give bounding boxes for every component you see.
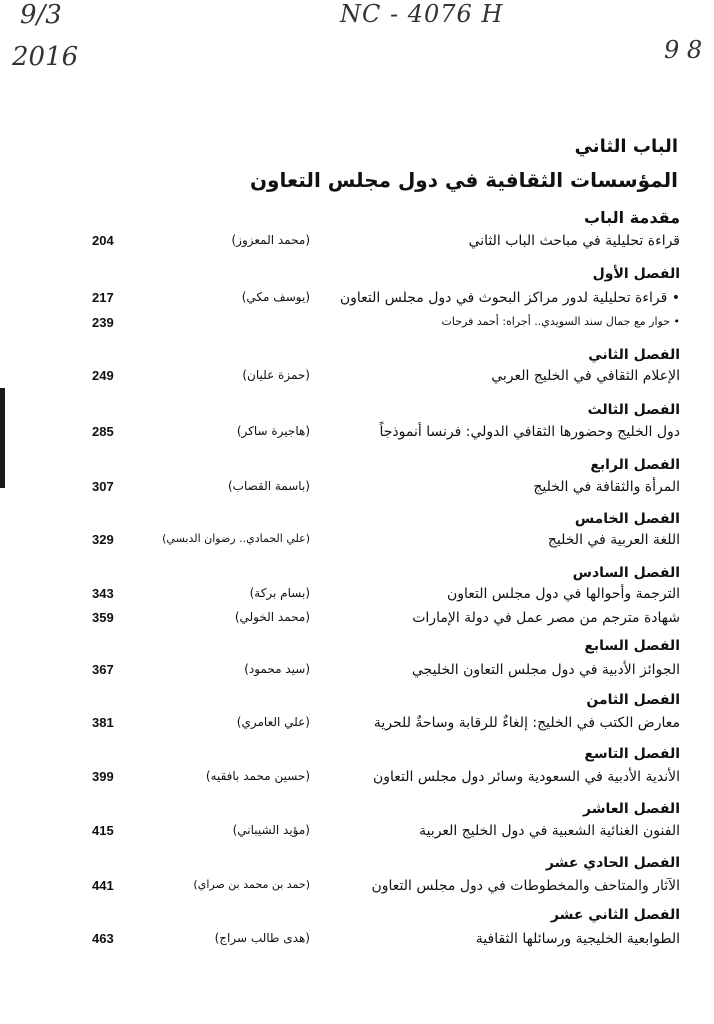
entry-author: (مؤيد الشيباني) (232, 823, 310, 837)
entry-title: قراءة تحليلية في مباحث الباب الثاني (468, 233, 680, 249)
entry-title: الجوائز الأدبية في دول مجلس التعاون الخليجي (411, 662, 680, 678)
entry-page-number: 217 (92, 290, 114, 305)
entry-author: (حمزة عليان) (242, 368, 310, 382)
toc-entry (0, 368, 714, 388)
entry-author: (هدى طالب سراج) (214, 931, 310, 945)
toc-entry (0, 424, 714, 444)
handwritten-page-number: 9 8 (664, 36, 703, 64)
entry-title: الآثار والمتاحف والمخطوطات في دول مجلس التعاون (371, 878, 680, 894)
handwritten-note-year: 2016 (12, 42, 79, 72)
toc-entry (0, 662, 714, 682)
toc-entry (0, 233, 714, 253)
entry-title: الطوابعية الخليجية ورسائلها الثقافية (475, 931, 680, 947)
entry-title: اللغة العربية في الخليج (547, 532, 680, 548)
section-heading: الفصل السادس (572, 565, 680, 581)
entry-author: (حسين محمد بافقيه) (205, 769, 310, 783)
section-heading: الفصل الرابع (590, 457, 680, 473)
entry-title: • قراءة تحليلية لدور مراكز البحوث في دول مجلس التعاون (339, 290, 680, 306)
entry-author: (باسمة القصاب) (227, 479, 310, 493)
entry-page-number: 463 (92, 931, 114, 946)
toc-entry (0, 610, 714, 630)
toc-entry (0, 532, 714, 552)
entry-page-number: 441 (92, 878, 114, 893)
entry-author: (محمد الخولي) (234, 610, 310, 624)
entry-author: (محمد المعزوز) (231, 233, 310, 247)
entry-title: دول الخليج وحضورها الثقافي الدولي: فرنسا أنموذجاً (379, 424, 680, 440)
entry-author: (سيد محمود) (244, 662, 310, 676)
entry-title: الإعلام الثقافي في الخليج العربي (491, 368, 680, 384)
entry-page-number: 381 (92, 715, 114, 730)
entry-page-number: 329 (92, 532, 114, 547)
section-heading: الفصل السابع (584, 638, 680, 654)
entry-page-number: 415 (92, 823, 114, 838)
entry-page-number: 249 (92, 368, 114, 383)
section-heading: الفصل الثامن (586, 692, 680, 708)
toc-entry (0, 479, 714, 499)
entry-title: الترجمة وأحوالها في دول مجلس التعاون (446, 586, 680, 602)
toc-entry (0, 290, 714, 310)
entry-author: (يوسف مكي) (241, 290, 310, 304)
part-label: الباب الثاني (574, 136, 678, 157)
section-heading: الفصل الثاني عشر (550, 907, 680, 923)
entry-page-number: 343 (92, 586, 114, 601)
entry-title: • حوار مع جمال سند السويدي.. أجراه: أحمد فرحات (441, 315, 680, 328)
entry-author: (هاجيرة ساكر) (236, 424, 310, 438)
entry-page-number: 359 (92, 610, 114, 625)
section-heading: الفصل الثالث (587, 402, 680, 418)
toc-entry (0, 878, 714, 898)
entry-page-number: 399 (92, 769, 114, 784)
handwritten-note-date: 9/3 (20, 0, 62, 30)
toc-entry (0, 715, 714, 735)
toc-entry (0, 315, 714, 335)
entry-author: (بسام بركة) (249, 586, 310, 600)
section-heading: الفصل التاسع (584, 746, 680, 762)
entry-author: (علي الحمادي.. رضوان الدبسي) (162, 532, 310, 545)
handwritten-catalog-number: NC - 4076 H (340, 0, 504, 28)
entry-title: الفنون الغنائية الشعبية في دول الخليج العربية (419, 823, 680, 839)
section-heading: مقدمة الباب (584, 208, 680, 227)
entry-author: (حمد بن محمد بن صراي) (193, 878, 310, 891)
entry-title: الأندية الأدبية في السعودية وسائر دول مجلس التعاون (372, 769, 680, 785)
section-heading: الفصل العاشر (583, 801, 680, 817)
section-heading: الفصل الخامس (574, 511, 680, 527)
section-heading: الفصل الثاني (588, 347, 680, 363)
entry-author: (علي العامري) (236, 715, 310, 729)
entry-page-number: 307 (92, 479, 114, 494)
toc-entry (0, 769, 714, 789)
entry-page-number: 367 (92, 662, 114, 677)
toc-entry (0, 586, 714, 606)
entry-page-number: 204 (92, 233, 114, 248)
toc-entry (0, 931, 714, 951)
entry-page-number: 285 (92, 424, 114, 439)
section-heading: الفصل الحادي عشر (545, 855, 680, 871)
entry-title: معارض الكتب في الخليج: إلغاءٌ للرقابة وساحةٌ للحرية (373, 715, 680, 731)
section-heading: الفصل الأول (592, 266, 680, 282)
entry-title: شهادة مترجم من مصر عمل في دولة الإمارات (412, 610, 680, 626)
entry-title: المرأة والثقافة في الخليج (533, 479, 680, 495)
part-title: المؤسسات الثقافية في دول مجلس التعاون (249, 168, 678, 192)
toc-entry (0, 823, 714, 843)
entry-page-number: 239 (92, 315, 114, 330)
